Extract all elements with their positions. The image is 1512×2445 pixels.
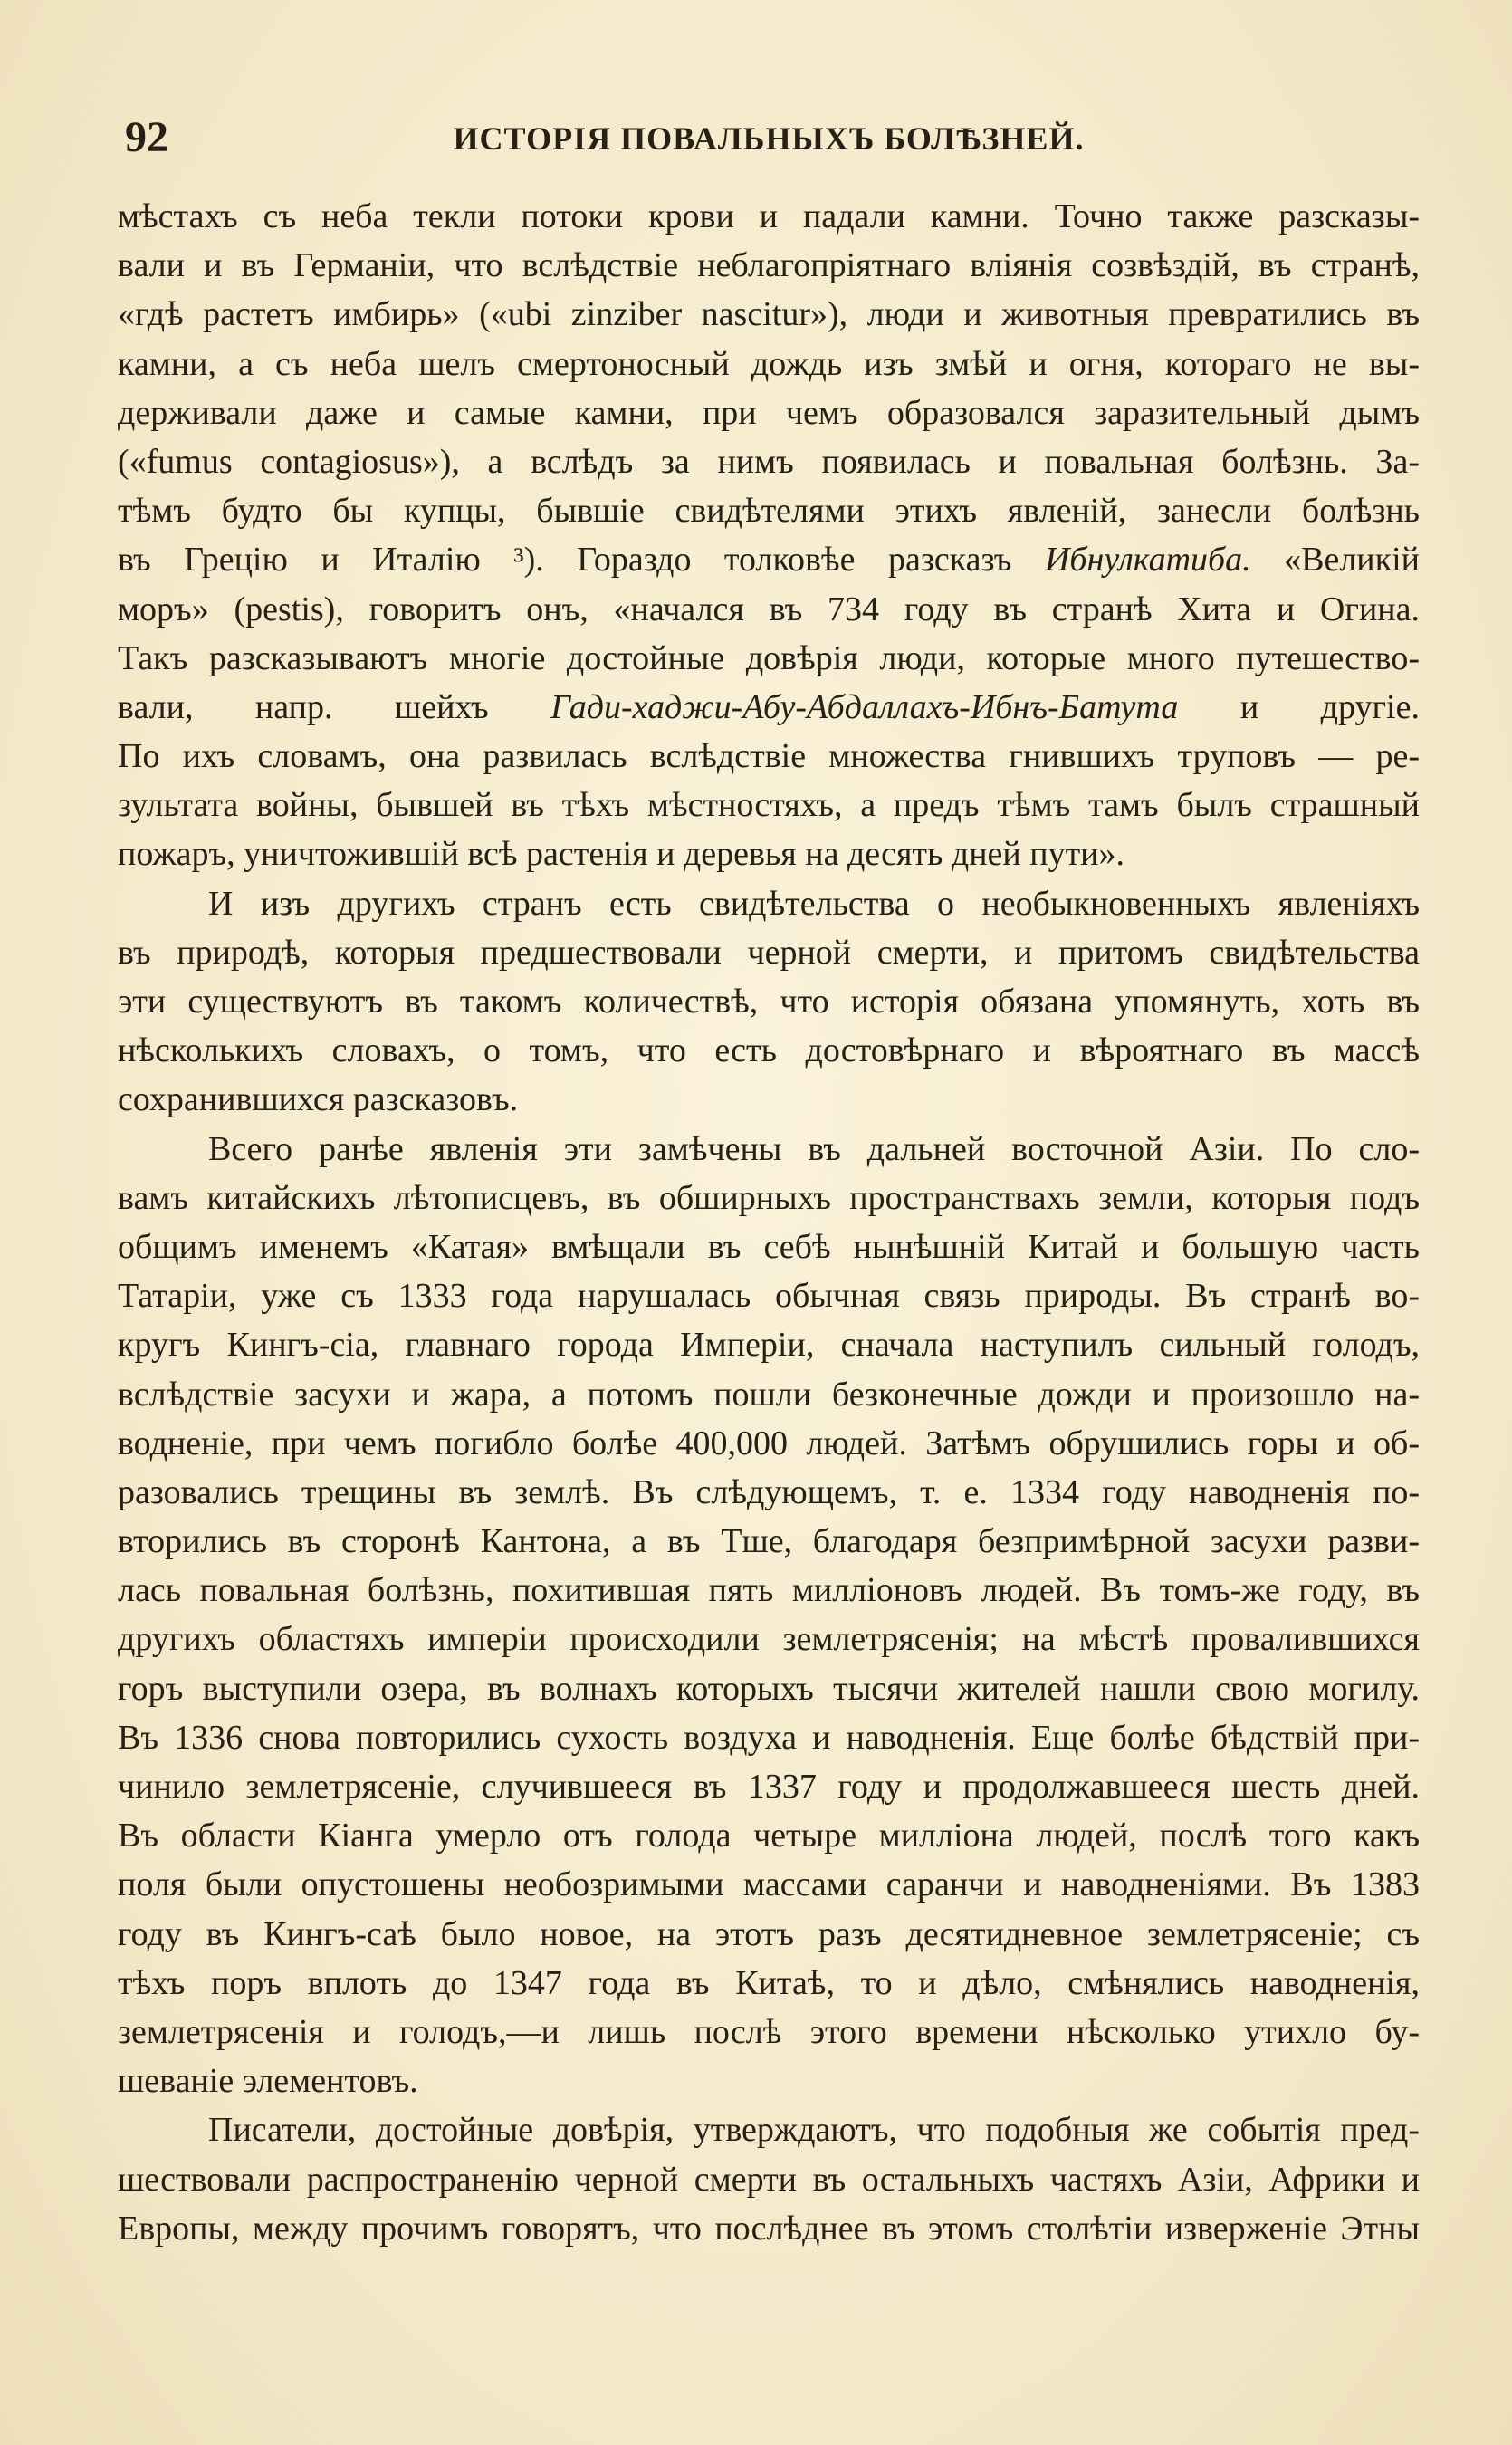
text-line: сохранившихся разсказовъ.	[118, 1080, 519, 1119]
text-line: Въ области Кіанга умерло отъ голода четыре милліона людей, послѣ того какъ	[118, 1817, 1420, 1855]
page-header	[118, 110, 1420, 165]
text-line: кругъ Кингъ-сіа, главнаго города Имперіи, сначала наступилъ сильный голодъ,	[118, 1326, 1420, 1365]
text-line: тѣмъ будто бы купцы, бывшіе свидѣтелями этихъ явленій, занесли болѣзнь	[118, 492, 1420, 531]
text-line: И изъ другихъ странъ есть свидѣтельства о необыкновенныхъ явленіяхъ	[208, 884, 1420, 923]
text-line: чинило землетрясеніе, случившееся въ 1337 году и продолжавшееся шесть дней.	[118, 1768, 1420, 1806]
text-line: камни, а съ неба шелъ смертоносный дождь изъ змѣй и огня, котораго не вы-	[118, 344, 1420, 383]
text-line: водненіе, при чемъ погибло болѣе 400,000 людей. Затѣмъ обрушились горы и об-	[118, 1424, 1420, 1462]
text-line: вторились въ сторонѣ Кантона, а въ Тше, благодаря безпримѣрной засухи разви-	[118, 1522, 1420, 1561]
text-line: лась повальная болѣзнь, похитившая пять милліоновъ людей. Въ томъ-же году, въ	[118, 1571, 1420, 1610]
text-line: Всего ранѣе явленія эти замѣчены въ дальней восточной Азіи. По сло-	[208, 1129, 1420, 1168]
text-span: въ Грецію и Италію ³). Гораздо толковѣе разсказъ	[118, 541, 1045, 580]
text-line: Писатели, достойные довѣрія, утверждаютъ, что подобныя же событія пред-	[208, 2111, 1420, 2150]
text-line: шествовали распространенію черной смерти въ остальныхъ частяхъ Азіи, Африки и	[118, 2160, 1420, 2199]
text-line: вамъ китайскихъ лѣтописцевъ, въ обширныхъ пространствахъ земли, которыя подъ	[118, 1178, 1420, 1217]
text-span: вали, напр. шейхъ	[118, 687, 551, 726]
body-text	[118, 192, 1420, 2253]
text-line: вслѣдствіе засухи и жара, а потомъ пошли безконечные дожди и произошло на-	[118, 1375, 1420, 1414]
text-line: въ природѣ, которыя предшествовали черной смерти, и притомъ свидѣтельства	[118, 933, 1420, 972]
text-line: поля были опустошены необозримыми массами саранчи и наводненіями. Въ 1383	[118, 1865, 1420, 1904]
text-line: тѣхъ поръ вплоть до 1347 года въ Китаѣ, то и дѣло, смѣнялись наводненія,	[118, 1963, 1420, 2002]
text-line: нѣсколькихъ словахъ, о томъ, что есть достовѣрнаго и вѣроятнаго въ массѣ	[118, 1031, 1420, 1070]
text-line: вали и въ Германіи, что вслѣдствіе неблагопріятнаго вліянія созвѣздій, въ странѣ,	[118, 246, 1420, 285]
text-line: Такъ разсказываютъ многіе достойные довѣрія люди, которые много путешество-	[118, 638, 1420, 677]
text-line: году въ Кингъ-саѣ было новое, на этотъ разъ десятидневное землетрясеніе; съ	[118, 1914, 1420, 1953]
italic-name: Ибнулкатиба.	[1044, 541, 1251, 580]
text-line: мѣстахъ съ неба текли потоки крови и падали камни. Точно также разсказы-	[118, 197, 1420, 235]
text-line	[118, 535, 1420, 584]
text-span: и другіе.	[1178, 687, 1420, 726]
text-line: горъ выступили озера, въ волнахъ которыхъ тысячи жителей нашли свою могилу.	[118, 1669, 1420, 1708]
text-line: Европы, между прочимъ говорятъ, что послѣднее въ этомъ столѣтіи изверженіе Этны	[118, 2209, 1420, 2248]
text-line	[118, 683, 1420, 732]
text-line: «гдѣ растетъ имбирь» («ubi zinziber nascitur»), люди и животныя превратились въ	[118, 295, 1420, 334]
running-head: ИСТОРІЯ ПОВАЛЬНЫХЪ БОЛѢЗНЕЙ.	[453, 120, 1085, 157]
text-span: «Великій	[1250, 541, 1420, 580]
text-line: зультата войны, бывшей въ тѣхъ мѣстностяхъ, а предъ тѣмъ тамъ былъ страшный	[118, 786, 1420, 825]
text-line: пожаръ, уничтожившій всѣ растенія и деревья на десять дней пути».	[118, 835, 1125, 874]
text-line: («fumus contagiosus»), а вслѣдъ за нимъ появилась и повальная болѣзнь. За-	[118, 442, 1420, 481]
text-line: общимъ именемъ «Катая» вмѣщали въ себѣ нынѣшній Китай и большую часть	[118, 1227, 1420, 1266]
text-line: разовались трещины въ землѣ. Въ слѣдующемъ, т. е. 1334 году наводненія по-	[118, 1472, 1420, 1511]
text-line: Татаріи, уже съ 1333 года нарушалась обычная связь природы. Въ странѣ во-	[118, 1277, 1420, 1316]
text-line: По ихъ словамъ, она развилась вслѣдствіе множества гнившихъ труповъ — ре-	[118, 737, 1420, 776]
text-line: шеваніе элементовъ.	[118, 2062, 418, 2101]
italic-name: Гади-хаджи-Абу-Абдаллахъ-Ибнъ-Батута	[550, 687, 1179, 726]
text-line: держивали даже и самые камни, при чемъ образовался заразительный дымъ	[118, 393, 1420, 432]
text-line: эти существуютъ въ такомъ количествѣ, что исторія обязана упомянуть, хоть въ	[118, 983, 1420, 1021]
text-line: землетрясенія и голодъ,—и лишь послѣ этого времени нѣсколько утихло бу-	[118, 2012, 1420, 2051]
text-line: моръ» (pestis), говоритъ онъ, «начался въ 734 году въ странѣ Хита и Огина.	[118, 590, 1420, 628]
text-line: Въ 1336 снова повторились сухость воздуха и наводненія. Еще болѣе бѣдствій при-	[118, 1718, 1420, 1757]
page-number: 92	[125, 113, 168, 161]
text-line: другихъ областяхъ имперіи происходили землетрясенія; на мѣстѣ провалившихся	[118, 1620, 1420, 1659]
